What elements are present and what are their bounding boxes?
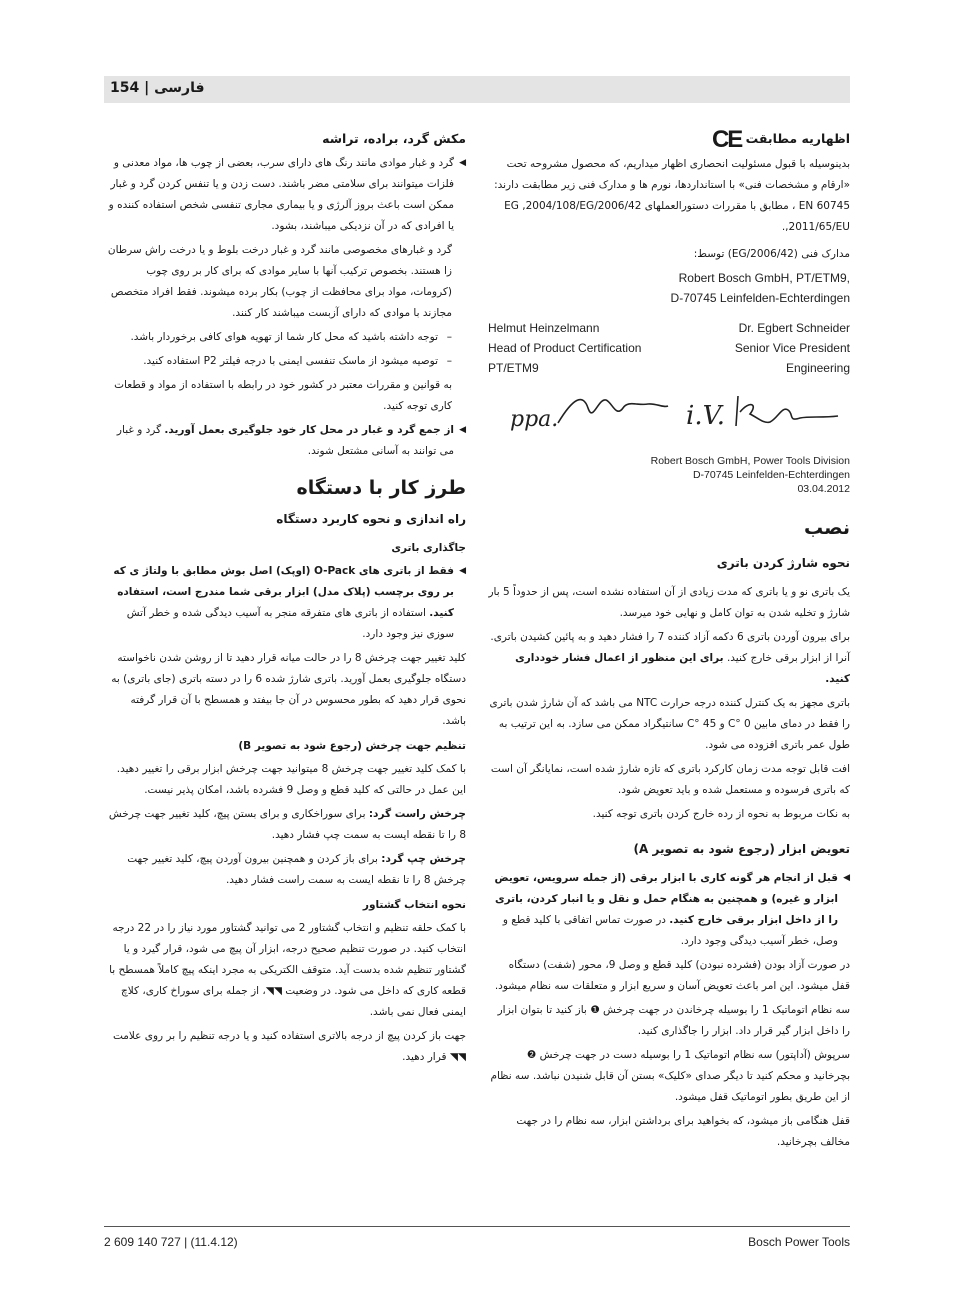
direction-right: چرخش راست گرد: برای سوراخکاری و برای بستن پیچ، کلید تغییر جهت چرخش 8 را تا نقطه ایست به سمت چپ فشار دهید. bbox=[108, 808, 466, 841]
dust-dash-2: – توصیه میشود از ماسک تنفسی ایمنی با درجه فیلتر P2 استفاده کنید. bbox=[104, 351, 452, 372]
tool-paragraph-4: قفل هنگامی باز میشود، که بخواهید برای برداشتن ابزار، سه نظام را در جهت مخالف بچرخانید. bbox=[516, 1115, 850, 1148]
signatories bbox=[488, 318, 850, 378]
page-footer bbox=[104, 1226, 850, 1249]
page-header bbox=[104, 76, 850, 103]
signature-right-prefix: i.V. bbox=[686, 401, 726, 431]
charge-paragraph-3: باتری مجهز به یک کنترل کننده درجه حرارت NTC می باشد که آن شارژ شدن باتری را فقط در دمای مابین 0 °C و 45 °C سانتیگراد ممکن می سازد. به این ترتیب به طول عمر باتری افزوده می شود. bbox=[489, 697, 850, 751]
division-info: Robert Bosch GmbH, Power Tools Division D-70745 Leinfelden-Echterdingen 03.04.2012 bbox=[650, 455, 850, 495]
dust-dash-1: – توجه داشته باشید که محل کار شما از تهویه هوای کافی برخوردار باشد. bbox=[104, 327, 452, 348]
tech-docs-label: مدارک فنی (2006/42/EG) توسط: bbox=[693, 248, 850, 260]
install-title: نصب bbox=[804, 517, 850, 539]
usage-title: طرز کار با دستگاه bbox=[296, 477, 466, 499]
dust-title: مکش گرد، براده، تراشه bbox=[322, 131, 466, 146]
signature-right-stroke bbox=[736, 396, 838, 426]
footer-doc-number: 2 609 140 727 | (11.4.12) bbox=[104, 1235, 238, 1249]
dust-warning: ◀ از جمع گرد و غبار در محل کار خود جلوگیری بعمل آورید. گرد و غبار می توانند به آسانی مشتعل شوند. bbox=[104, 420, 466, 462]
ce-mark-icon: CE bbox=[711, 126, 742, 153]
direction-paragraph: با کمک کلید تغییر جهت چرخش 8 میتوانید جهت چرخش ابزار برقی را تغییر دهید. این عمل در حالتی که کلید قطع و وصل 9 فشرده باشد، امکان پذیر نیست. bbox=[116, 763, 466, 796]
tool-change-title: تعویض ابزار (رجوع شود به تصویر A) bbox=[633, 842, 850, 856]
declaration-text: بدینوسیله با قبول مسئولیت انحصاری اظهار میداریم، که محصول مشروحه تحت «ارقام و مشخصات فنی» با استانداردها، نورم ها و مدارک فنی زیر مطابقت دارند: EN 60745 ، مطابق با مقررات دستورالعملهای 2006/42/EG ,2004/108/EG ,2011/65/EU. bbox=[494, 158, 850, 233]
dust-paragraph-3: به قوانین و مقررات معتبر در کشور خود در رابطه با استفاده از مواد و قطعات کاری توجه کنید. bbox=[114, 379, 452, 412]
dust-paragraph-1: ◀ گرد و غبار موادی مانند رنگ های دارای سرب، بعضی از چوب ها، مواد معدنی و فلزات میتوانند برای سلامتی مضر باشند. دست زدن و یا تنفس کردن گرد و غبار ممکن است باعث بروز آلرژی و یا بیماری مجاری تنفسی شخص استفاده کننده و یا افرادی که در آن نزدیکی میباشند، بشود. bbox=[104, 153, 466, 237]
torque-heading: نحوه انتخاب گشتاور bbox=[362, 899, 466, 911]
signature-left-stroke bbox=[558, 400, 668, 423]
usage-subtitle: راه اندازی و نحوه کاربرد دستگاه bbox=[276, 512, 466, 526]
torque-paragraph-2: جهت باز کردن پیچ از درجه بالاتری استفاده کنید و یا درجه تنظیم را بر روی علامت ◥◥ قرار دهید. bbox=[112, 1030, 466, 1063]
tool-paragraph-1: در صورت آزاد بودن (فشرده نبودن) کلید قطع و وصل 9، محور (شفت) دستگاه قفل میشود. این امر باعث تعویض آسان و سریع ابزار و متعلقات سه نظام میشود. bbox=[494, 959, 850, 992]
company-address: Robert Bosch GmbH, PT/ETM9, D-70745 Leinfelden-Echterdingen bbox=[670, 271, 850, 305]
charge-paragraph-1: یک باتری نو و یا باتری که مدت زیادی از آن استفاده نشده است، پس از حدوداً 5 بار شارژ و تخلیه شدن به توان کامل و نهایی خود میرسد. bbox=[488, 586, 850, 619]
signature-left-prefix: ppa. bbox=[510, 407, 559, 432]
declaration-title: اظهاریه مطابقت CE bbox=[711, 126, 850, 153]
right-column bbox=[488, 124, 850, 1156]
charge-paragraph-2: برای بیرون آوردن باتری 6 دکمه آزاد کننده 7 را فشار دهید و به پائین کشیدن باتری. آنرا از ابزار برقی خارج کنید. برای این منظور از اعمال فشار خودداری کنید. bbox=[490, 631, 850, 685]
charge-title: نحوه شارژ کردن باتری bbox=[716, 556, 850, 570]
battery-heading: جاگذاری باتری bbox=[391, 542, 466, 554]
signatory-left: Dr. Egbert Schneider Senior Vice President Engineering bbox=[734, 321, 850, 375]
footer-brand: Bosch Power Tools bbox=[748, 1235, 850, 1249]
tool-paragraph-3: سرپوش (آداپتور) سه نظام اتوماتیک 1 را بوسیله دست در جهت چرخش ❷ بچرخانید و محکم کنید تا دیگر صدای «کلیک» بستن آن قابل شنیدن نباشد. سه نظام از این طریق بطور اتوماتیک قفل میشود. bbox=[490, 1049, 850, 1103]
charge-paragraph-4: افت قابل توجه مدت زمان کارکرد باتری که تازه شارژ شده است، نمایانگر آن است که باتری فرسوده و مستعمل شده و باید تعویض شود. bbox=[490, 763, 850, 796]
left-column bbox=[104, 124, 466, 1071]
direction-heading: تنظیم جهت چرخش (رجوع شود به تصویر B) bbox=[238, 740, 466, 752]
battery-paragraph: کلید تغییر جهت چرخش 8 را در حالت میانه قرار دهید تا از روشن شدن ناخواسته دستگاه جلوگیری بعمل آورید. باتری شارژ شده 6 را در دسته باتری (جای باتری) به نحوی قرار دهید که بطور محسوس در آن جا بیفتد و همسطح با آن قرار گرفته باشد. bbox=[111, 652, 466, 727]
handwritten-signatures bbox=[488, 378, 850, 448]
tool-paragraph-2: سه نظام اتوماتیک 1 را بوسیله چرخاندن در جهت چرخش ❶ باز کنید تا بتوان ابزار را داخل ابزار گیر قرار داد. ابزار را جاگذاری کنید. bbox=[497, 1004, 850, 1037]
direction-left: چرخش چپ گرد: برای باز کردن و همچنین بیرون آوردن پیچ، کلید تغییر جهت چرخش 8 را تا نقطه ایست به سمت راست فشار دهید. bbox=[127, 853, 466, 886]
battery-warning: ◀ فقط از باتری های O-Pack (اوپک) اصل بوش مطابق با ولتاژ ی که بر روی برچسب (پلاک مدل) ابزار برقی شما مندرج است، استفاده کنید. استفاده از باتری های متفرقه منجر به آسیب دیدگی شده و خطر آتش سوزی نیز وجود دارد. bbox=[104, 561, 466, 645]
signatory-right: Helmut Heinzelmann Head of Product Certification PT/ETM9 bbox=[488, 321, 642, 375]
tool-warning: ◀ قبل از انجام هر گونه کاری با ابزار برقی (از جمله سرویس، تعویض ابزار و غیره) و همچنین به هنگام حمل و نقل و یا انبار کردن، باتری را از داخل ابزار برقی خارج کنید. در صورت تماس اتفاقی با کلید قطع و وصل، خطر آسیب دیدگی وجود دارد. bbox=[488, 868, 850, 952]
torque-paragraph-1: با کمک حلقه تنظیم و انتخاب گشتاور 2 می توانید گشتاور مورد نیاز را در 22 درجه انتخاب کنید. در صورت تنظیم صحیح درجه، ابزار آن پیچ می شود، قرار گیرد و یا گشتاور تنظیم شده بدست آید. متوقف الکتریکی به مجرد اینکه پیچ کاملاً همسطح با قطعه کاری که داخل می شود. در وضعیت ◥◥، از جمله برای سوراخ کاری، کلاچ ایمنی فعال نمی باشد. bbox=[109, 922, 466, 1018]
charge-paragraph-5: به نکات مربوط به نحوه از رده خارج کردن باتری توجه کنید. bbox=[592, 808, 850, 820]
page-number: 154 | فارسی bbox=[110, 80, 205, 96]
dust-paragraph-2: گرد و غبارهای مخصوصی مانند گرد و غبار درخت بلوط و یا درخت راش سرطان زا هستند. بخصوص ترکیب آنها با سایر موادی که برای کار بر روی چوب (کرومات، مواد برای محافظت از چوب) بکار برده میشوند. فقط افراد متخصص مجازند با موادی که دارای آزبست میباشند کار کنند. bbox=[107, 244, 452, 319]
